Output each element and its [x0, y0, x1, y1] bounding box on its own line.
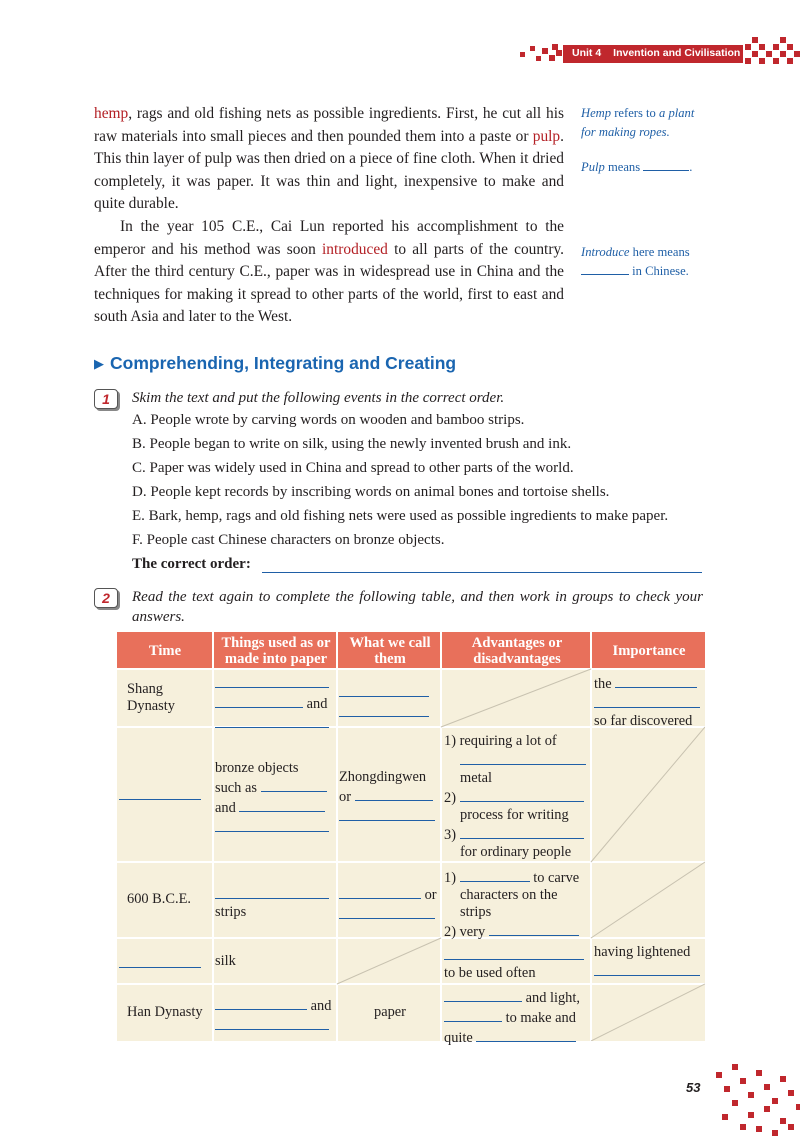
blank[interactable]	[460, 787, 584, 802]
event-item: A. People wrote by carving words on wooden and bamboo strips.	[132, 412, 525, 428]
row1-imp-b: so far discovered	[594, 713, 693, 729]
event-item: E. Bark, hemp, rags and old fishing nets were used as possible ingredients to make paper.	[132, 508, 669, 524]
row4-imp: having lightened	[594, 944, 691, 960]
row2-adv-2b: process for writing	[460, 807, 569, 823]
event-item: C. Paper was widely used in China and spread to other parts of the world.	[132, 460, 574, 476]
row3-things	[215, 884, 335, 921]
note-introduce-word: Introduce	[581, 245, 630, 259]
blank[interactable]	[261, 777, 327, 792]
row2-things-c: and	[215, 800, 236, 816]
blank[interactable]	[460, 824, 584, 839]
blank[interactable]	[444, 987, 522, 1002]
correct-order-label: The correct order:	[132, 556, 251, 572]
row2-adv-2: 2)	[444, 790, 456, 806]
row4-importance	[594, 944, 704, 981]
row2-call	[339, 769, 441, 826]
blank[interactable]	[119, 953, 201, 968]
row1-imp-a: the	[594, 676, 612, 692]
blank[interactable]	[339, 682, 429, 697]
row2-things-b: such as	[215, 780, 257, 796]
note-hemp-word: Hemp	[581, 106, 612, 120]
passage	[94, 103, 564, 329]
page-number: 53	[686, 1080, 701, 1095]
blank[interactable]	[215, 673, 329, 688]
row3-advantages	[444, 867, 590, 941]
row5-call: paper	[374, 1004, 406, 1020]
row4-adv: to be used often	[444, 965, 536, 981]
row2-adv-1b: metal	[460, 770, 492, 786]
row5-adv-b: to make and	[505, 1010, 576, 1026]
blank[interactable]	[119, 785, 201, 800]
note-hemp-mid: refers to	[614, 106, 656, 120]
row5-adv-c: quite	[444, 1030, 473, 1046]
row4-time	[119, 953, 211, 973]
row3-adv-1c: strips	[460, 904, 492, 920]
blank[interactable]	[339, 806, 435, 821]
row5-and: and	[310, 998, 332, 1014]
note-hemp	[581, 104, 711, 142]
unit-header	[572, 47, 740, 59]
correct-order-answer-line[interactable]	[262, 572, 702, 573]
row3-adv-1: 1)	[444, 870, 456, 886]
task-1-badge: 1	[94, 389, 118, 409]
row1-and: and	[306, 696, 328, 712]
blank[interactable]	[615, 673, 697, 688]
keyword: pulp	[532, 127, 561, 145]
blank[interactable]	[215, 1015, 329, 1030]
row3-adv-1a: to carve	[533, 870, 580, 886]
col-header-time: Time	[148, 643, 182, 659]
row1-call	[339, 682, 437, 722]
passage-text: In the year 105 C.E., Cai Lun reported his accomplishment to the emperor and his method was soon	[94, 217, 564, 258]
row2-call-a: Zhongdingwen	[339, 769, 427, 785]
note-pulp-mid: means	[607, 160, 641, 174]
row5-things	[215, 995, 335, 1035]
event-item: D. People kept records by inscribing words on animal bones and tortoise shells.	[132, 484, 610, 500]
row1-importance	[594, 673, 704, 730]
passage-paragraph-2	[94, 216, 564, 329]
blank[interactable]	[355, 786, 433, 801]
row2-adv-1: 1) requiring a lot of	[444, 733, 557, 749]
note-introduce	[581, 243, 711, 281]
passage-text: to all parts of the country. After the third century C.E., paper was in widespread use in China and the techniques for making it spread to other parts of the world, first to east and south Asia and later to the West.	[94, 240, 565, 326]
blank[interactable]	[594, 693, 700, 708]
section-title	[94, 353, 456, 374]
blank[interactable]	[460, 867, 530, 882]
task-2-badge: 2	[94, 588, 118, 608]
passage-paragraph-1	[94, 103, 564, 216]
row5-time: Han Dynasty	[127, 1004, 203, 1020]
row3-things-text: strips	[215, 904, 247, 920]
blank[interactable]	[444, 1007, 502, 1022]
row1-time: Shang Dynasty	[127, 681, 175, 714]
blank[interactable]	[215, 884, 329, 899]
blank[interactable]	[215, 713, 329, 728]
blank[interactable]	[489, 921, 579, 936]
blank[interactable]	[239, 797, 325, 812]
blank[interactable]	[594, 961, 700, 976]
row2-adv-3b: for ordinary people	[460, 844, 572, 860]
row5-advantages	[444, 987, 590, 1047]
row2-call-b: or	[339, 789, 351, 805]
history-table	[117, 632, 705, 1046]
note-pulp: Pulp means .	[581, 160, 693, 174]
blank[interactable]	[339, 702, 429, 717]
blank[interactable]	[215, 817, 329, 832]
row1-things	[215, 673, 333, 733]
row3-time: 600 B.C.E.	[127, 891, 191, 907]
unit-number: Unit 4	[572, 47, 602, 59]
task-2-instruction: Read the text again to complete the following table, and then work in groups to check your answers.	[132, 589, 703, 625]
blank[interactable]	[460, 750, 586, 765]
note-pulp-word: Pulp	[581, 160, 605, 174]
section-title-text: Comprehending, Integrating and Creating	[110, 353, 457, 373]
row4-advantages	[444, 945, 590, 982]
row2-adv-3: 3)	[444, 827, 456, 843]
note-introduce-tail: in Chinese.	[632, 264, 689, 278]
row3-call	[339, 884, 441, 924]
keyword: introduced	[322, 240, 388, 258]
blank[interactable]	[444, 945, 584, 960]
passage-text: . This thin layer of pulp was then dried on a piece of fine cloth. When it dried completely, it was paper. It was thin and light, inexpensive to make and quite durable.	[94, 127, 564, 213]
col-header-importance: Importance	[612, 643, 686, 659]
row2-time	[119, 785, 211, 805]
event-item: F. People cast Chinese characters on bronze objects.	[132, 532, 445, 548]
row2-advantages	[444, 733, 590, 861]
note-pulp-blank[interactable]	[643, 158, 689, 171]
blank[interactable]	[215, 693, 303, 708]
row3-call-or: or	[424, 887, 437, 903]
blank[interactable]	[339, 884, 421, 899]
note-introduce-blank[interactable]	[581, 262, 629, 275]
task-1-instruction: Skim the text and put the following events in the correct order.	[132, 390, 505, 406]
blank[interactable]	[215, 995, 307, 1010]
row5-adv-a: and light,	[525, 990, 580, 1006]
row2-things	[215, 760, 335, 837]
row4-things: silk	[215, 953, 236, 969]
keyword: hemp	[94, 105, 129, 122]
row2-things-a: bronze objects	[215, 760, 299, 776]
event-item: B. People began to write on silk, using the newly invented brush and ink.	[132, 436, 572, 452]
note-introduce-mid: here means	[632, 245, 690, 259]
unit-title: Invention and Civilisation	[613, 47, 741, 59]
col-header-advantages: Advantages or disadvantages	[471, 635, 563, 667]
note-hemp-def: a plant for making ropes.	[581, 106, 695, 139]
col-header-things: Things used as or made into paper	[221, 635, 331, 667]
row3-adv-2: 2) very	[444, 924, 486, 940]
blank[interactable]	[339, 904, 435, 919]
blank[interactable]	[476, 1027, 576, 1042]
passage-text: , rags and old fishing nets as possible ingredients. First, he cut all his raw materials into small pieces and then pounded them into a paste or	[94, 105, 564, 145]
row3-adv-1b: characters on the	[460, 887, 558, 903]
triangle-arrow-icon: ▶	[94, 356, 104, 371]
col-header-name: What we call them	[349, 635, 431, 667]
